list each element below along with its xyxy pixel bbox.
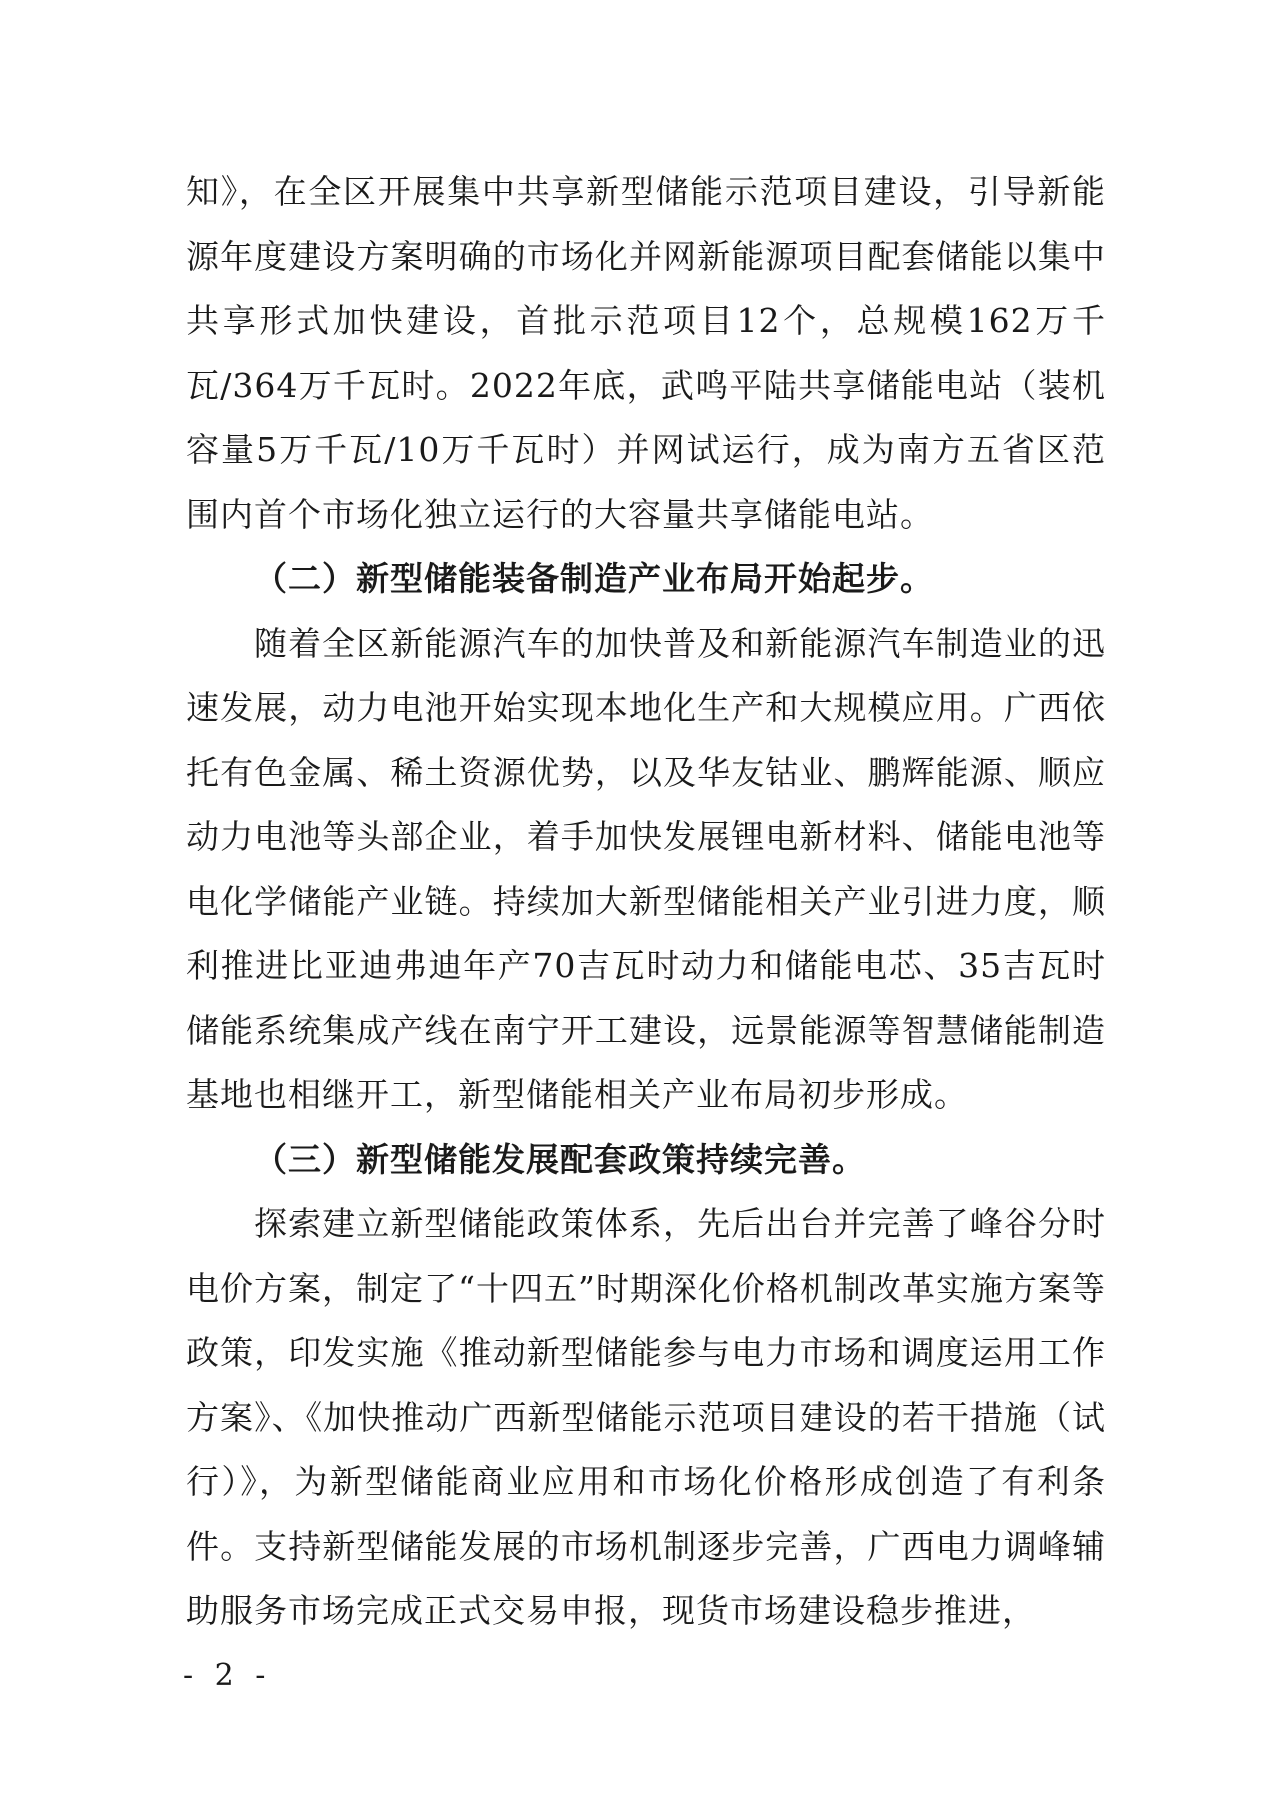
- document-body: [186, 160, 1106, 1644]
- paragraph-2: 随着全区新能源汽车的加快普及和新能源汽车制造业的迅速发展，动力电池开始实现本地化生产和大规模应用。广西依托有色金属、稀土资源优势，以及华友钴业、鹏辉能源、顺应动力电池等头部企业，着手加快发展锂电新材料、储能电池等电化学储能产业链。持续加大新型储能相关产业引进力度，顺利推进比亚迪弗迪年产70吉瓦时动力和储能电芯、35吉瓦时储能系统集成产线在南宁开工建设，远景能源等智慧储能制造基地也相继开工，新型储能相关产业布局初步形成。: [186, 623, 1106, 1114]
- section-heading-2: （二）新型储能装备制造产业布局开始起步。: [254, 559, 934, 598]
- paragraph-1: 知》，在全区开展集中共享新型储能示范项目建设，引导新能源年度建设方案明确的市场化并网新能源项目配套储能以集中共享形式加快建设，首批示范项目12个，总规模162万千瓦/364万千瓦时。2022年底，武鸣平陆共享储能电站（装机容量5万千瓦/10万千瓦时）并网试运行，成为南方五省区范围内首个市场化独立运行的大容量共享储能电站。: [186, 172, 1106, 534]
- paragraph-3: 探索建立新型储能政策体系，先后出台并完善了峰谷分时电价方案，制定了“十四五”时期深化价格机制改革实施方案等政策，印发实施《推动新型储能参与电力市场和调度运用工作方案》、《加快推动广西新型储能示范项目建设的若干措施（试行）》，为新型储能商业应用和市场化价格形成创造了有利条件。支持新型储能发展的市场机制逐步完善，广西电力调峰辅助服务市场完成正式交易申报，现货市场建设稳步推进，: [186, 1204, 1106, 1630]
- page-number: - 2 -: [183, 1658, 272, 1693]
- section-heading-3: （三）新型储能发展配套政策持续完善。: [254, 1139, 866, 1179]
